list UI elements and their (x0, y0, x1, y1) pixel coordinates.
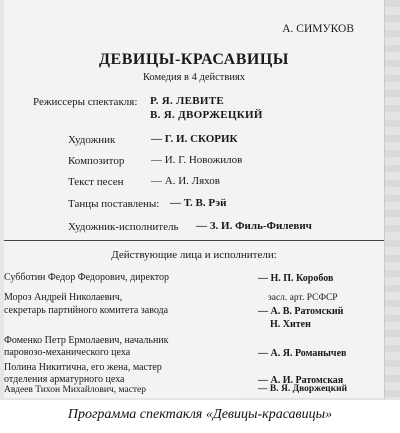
artist-name: — Г. И. СКОРИК (151, 133, 238, 145)
cast-actor: — А. В. Ратомский (258, 306, 344, 317)
cast-role: Фоменко Петр Ермолаевич, начальник (4, 335, 169, 346)
author: А. СИМУКОВ (282, 23, 354, 35)
play-title: ДЕВИЦЫ-КРАСАВИЦЫ (99, 51, 289, 68)
composer-name: — И. Г. Новожилов (151, 154, 243, 166)
cast-role: Полина Никитична, его жена, мастер (4, 362, 162, 373)
director-1: Р. Я. ЛЕВИТЕ (150, 95, 224, 107)
cast-role-detail: паровозо-механического цеха (4, 347, 131, 358)
cast-actor: — А. И. Ратомская (258, 375, 344, 386)
divider (4, 240, 384, 241)
cast-actor: — Н. П. Коробов (258, 273, 334, 284)
directors-label: Режиссеры спектакля: (33, 96, 138, 108)
lyrics-label: Текст песен (68, 176, 124, 188)
lyrics-name: — А. И. Ляхов (151, 175, 220, 187)
artist-exec-label: Художник-исполнитель (68, 221, 179, 233)
composer-label: Композитор (68, 155, 125, 167)
cast-actor: — В. Я. Дворжецкий (258, 384, 348, 394)
cast-role: Мороз Андрей Николаевич, (4, 292, 123, 303)
artist-exec-name: — З. И. Филь-Филевич (196, 220, 312, 232)
play-genre: Комедия в 4 действиях (142, 72, 246, 83)
cast-note: засл. арт. РСФСР (268, 293, 338, 303)
figure-caption: Программа спектакля «Девицы-красавицы» (67, 407, 333, 422)
cast-heading: Действующие лица и исполнители: (111, 249, 277, 261)
cast-role-detail: отделения арматурного цеха (4, 374, 125, 385)
program-page (4, 0, 385, 398)
cast-role: Авдеев Тихон Михайлович, мастер (4, 385, 147, 395)
cast-role-detail: секретарь партийного комитета завода (4, 305, 169, 316)
cast-actor: — А. Я. Романычев (258, 348, 347, 359)
cast-role: Субботин Федор Федорович, директор (4, 272, 169, 283)
dances-name: — Т. В. Рэй (170, 197, 227, 209)
dances-label: Танцы поставлены: (68, 198, 160, 210)
artist-label: Художник (68, 134, 116, 146)
cast-actor-alt: Н. Хитен (270, 319, 311, 330)
director-2: В. Я. ДВОРЖЕЦКИЙ (150, 109, 263, 121)
